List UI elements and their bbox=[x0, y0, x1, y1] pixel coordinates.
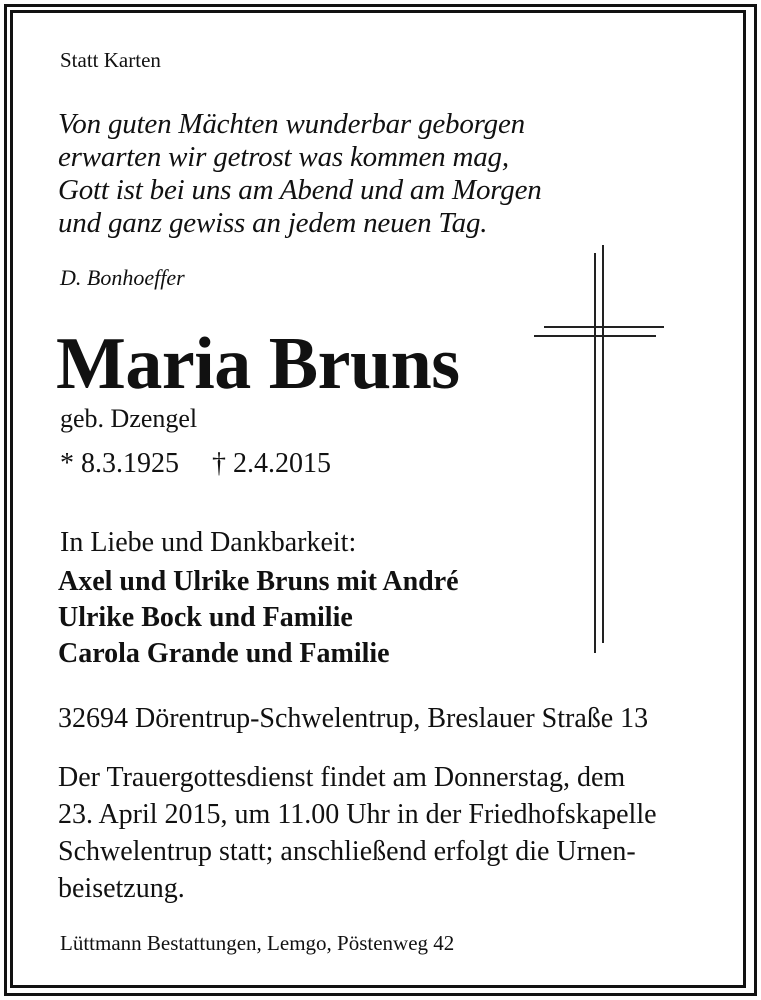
death-date: † 2.4.2015 bbox=[212, 448, 331, 479]
poem-line: Gott ist bei uns am Abend und am Morgen bbox=[58, 174, 542, 206]
service-line: beisetzung. bbox=[58, 873, 185, 904]
service-line: Der Trauergottesdienst findet am Donnerstag, dem bbox=[58, 762, 626, 793]
birth-date: * 8.3.1925 bbox=[60, 448, 179, 479]
deceased-name: Maria Bruns bbox=[56, 323, 460, 405]
poem-line: und ganz gewiss an jedem neuen Tag. bbox=[58, 207, 488, 239]
mourner-line: Carola Grande und Familie bbox=[58, 638, 390, 669]
cross-icon bbox=[530, 245, 670, 665]
poem-author: D. Bonhoeffer bbox=[60, 265, 185, 290]
header-text: Statt Karten bbox=[60, 48, 161, 72]
service-line: Schwelentrup statt; anschließend erfolgt die Urnen- bbox=[58, 836, 636, 867]
poem-line: Von guten Mächten wunderbar geborgen bbox=[58, 108, 525, 140]
poem-line: erwarten wir getrost was kommen mag, bbox=[58, 141, 509, 173]
address: 32694 Dörentrup-Schwelentrup, Breslauer Straße 13 bbox=[58, 703, 649, 734]
mourners-intro: In Liebe und Dankbarkeit: bbox=[60, 527, 357, 558]
mourner-line: Axel und Ulrike Bruns mit André bbox=[58, 566, 459, 597]
service-line: 23. April 2015, um 11.00 Uhr in der Friedhofskapelle bbox=[58, 799, 657, 830]
birth-name: geb. Dzengel bbox=[60, 404, 198, 433]
mourner-line: Ulrike Bock und Familie bbox=[58, 602, 353, 633]
undertaker-info: Lüttmann Bestattungen, Lemgo, Pöstenweg 42 bbox=[60, 931, 455, 955]
